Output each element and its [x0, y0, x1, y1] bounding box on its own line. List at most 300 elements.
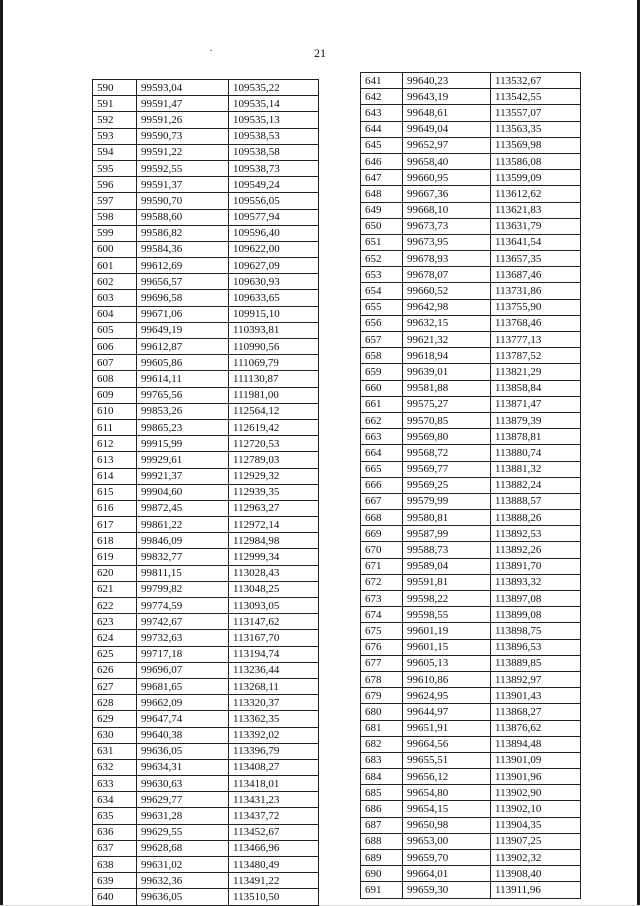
- y-coordinate-cell: 109596,40: [229, 225, 319, 241]
- table-row: [361, 348, 581, 364]
- point-number-cell: 610: [93, 403, 137, 419]
- x-coordinate-cell: 99601,15: [403, 639, 491, 655]
- point-number-cell: 657: [361, 332, 403, 348]
- point-number-cell: 667: [361, 493, 403, 509]
- table-row: [361, 445, 581, 461]
- y-coordinate-cell: 113731,86: [491, 283, 581, 299]
- x-coordinate-cell: 99696,07: [137, 662, 229, 678]
- point-number-cell: 628: [93, 695, 137, 711]
- table-row: [361, 251, 581, 267]
- table-row: [93, 96, 319, 112]
- y-coordinate-cell: 109630,93: [229, 274, 319, 290]
- table-row: [361, 412, 581, 428]
- x-coordinate-cell: 99717,18: [137, 646, 229, 662]
- y-coordinate-cell: 109538,53: [229, 128, 319, 144]
- y-coordinate-cell: 113901,96: [491, 769, 581, 785]
- table-row: [361, 396, 581, 412]
- point-number-cell: 673: [361, 591, 403, 607]
- y-coordinate-cell: 113236,44: [229, 662, 319, 678]
- point-number-cell: 634: [93, 792, 137, 808]
- x-coordinate-cell: 99742,67: [137, 614, 229, 630]
- y-coordinate-cell: 113320,37: [229, 695, 319, 711]
- x-coordinate-cell: 99643,19: [403, 89, 491, 105]
- point-number-cell: 627: [93, 678, 137, 694]
- y-coordinate-cell: 113542,55: [491, 89, 581, 105]
- point-number-cell: 651: [361, 234, 403, 250]
- y-coordinate-cell: 112619,42: [229, 419, 319, 435]
- y-coordinate-cell: 113907,25: [491, 833, 581, 849]
- y-coordinate-cell: 113878,81: [491, 429, 581, 445]
- point-number-cell: 672: [361, 574, 403, 590]
- y-coordinate-cell: 113586,08: [491, 153, 581, 169]
- x-coordinate-cell: 99610,86: [403, 671, 491, 687]
- table-row: [93, 598, 319, 614]
- x-coordinate-cell: 99668,10: [403, 202, 491, 218]
- y-coordinate-cell: 109622,00: [229, 241, 319, 257]
- y-coordinate-cell: 113893,32: [491, 574, 581, 590]
- table-row: [361, 299, 581, 315]
- point-number-cell: 689: [361, 850, 403, 866]
- table-row: [361, 607, 581, 623]
- y-coordinate-cell: 113631,79: [491, 218, 581, 234]
- table-row: [361, 542, 581, 558]
- y-coordinate-cell: 113891,70: [491, 558, 581, 574]
- table-row: [361, 704, 581, 720]
- y-coordinate-cell: 112999,34: [229, 549, 319, 565]
- x-coordinate-cell: 99659,30: [403, 882, 491, 898]
- x-coordinate-cell: 99640,38: [137, 727, 229, 743]
- x-coordinate-cell: 99765,56: [137, 387, 229, 403]
- x-coordinate-cell: 99649,19: [137, 322, 229, 338]
- y-coordinate-cell: 109538,73: [229, 160, 319, 176]
- table-row: [93, 468, 319, 484]
- x-coordinate-cell: 99631,28: [137, 808, 229, 824]
- table-row: [93, 371, 319, 387]
- point-number-cell: 671: [361, 558, 403, 574]
- point-number-cell: 662: [361, 412, 403, 428]
- table-row: [93, 873, 319, 889]
- table-row: [361, 882, 581, 898]
- x-coordinate-cell: 99590,73: [137, 128, 229, 144]
- x-coordinate-cell: 99660,95: [403, 170, 491, 186]
- x-coordinate-cell: 99591,47: [137, 96, 229, 112]
- x-coordinate-cell: 99588,73: [403, 542, 491, 558]
- x-coordinate-cell: 99846,09: [137, 533, 229, 549]
- x-coordinate-cell: 99673,73: [403, 218, 491, 234]
- table-row: [93, 776, 319, 792]
- table-row: [361, 170, 581, 186]
- point-number-cell: 601: [93, 258, 137, 274]
- table-row: [361, 105, 581, 121]
- point-number-cell: 624: [93, 630, 137, 646]
- y-coordinate-cell: 112720,53: [229, 436, 319, 452]
- point-number-cell: 597: [93, 193, 137, 209]
- point-number-cell: 593: [93, 128, 137, 144]
- point-number-cell: 674: [361, 607, 403, 623]
- point-number-cell: 665: [361, 461, 403, 477]
- y-coordinate-cell: 110393,81: [229, 322, 319, 338]
- x-coordinate-cell: 99590,70: [137, 193, 229, 209]
- point-number-cell: 681: [361, 720, 403, 736]
- point-number-cell: 626: [93, 662, 137, 678]
- point-number-cell: 640: [93, 889, 137, 905]
- x-coordinate-cell: 99667,36: [403, 186, 491, 202]
- y-coordinate-cell: 113532,67: [491, 73, 581, 89]
- x-coordinate-cell: 99832,77: [137, 549, 229, 565]
- x-coordinate-cell: 99601,19: [403, 623, 491, 639]
- x-coordinate-cell: 99579,99: [403, 493, 491, 509]
- y-coordinate-cell: 113028,43: [229, 565, 319, 581]
- y-coordinate-cell: 113787,52: [491, 348, 581, 364]
- x-coordinate-cell: 99580,81: [403, 510, 491, 526]
- point-number-cell: 604: [93, 306, 137, 322]
- point-number-cell: 647: [361, 170, 403, 186]
- y-coordinate-cell: 113902,10: [491, 801, 581, 817]
- point-number-cell: 676: [361, 639, 403, 655]
- table-row: [93, 517, 319, 533]
- y-coordinate-cell: 112929,32: [229, 468, 319, 484]
- x-coordinate-cell: 99662,09: [137, 695, 229, 711]
- y-coordinate-cell: 113880,74: [491, 445, 581, 461]
- point-number-cell: 598: [93, 209, 137, 225]
- point-number-cell: 658: [361, 348, 403, 364]
- point-number-cell: 686: [361, 801, 403, 817]
- y-coordinate-cell: 113768,46: [491, 315, 581, 331]
- page-number: 21: [314, 46, 326, 60]
- x-coordinate-cell: 99811,15: [137, 565, 229, 581]
- point-number-cell: 684: [361, 769, 403, 785]
- point-number-cell: 641: [361, 73, 403, 89]
- x-coordinate-cell: 99612,69: [137, 258, 229, 274]
- x-coordinate-cell: 99678,07: [403, 267, 491, 283]
- x-coordinate-cell: 99612,87: [137, 339, 229, 355]
- x-coordinate-cell: 99861,22: [137, 517, 229, 533]
- point-number-cell: 637: [93, 840, 137, 856]
- x-coordinate-cell: 99591,22: [137, 144, 229, 160]
- x-coordinate-cell: 99664,56: [403, 736, 491, 752]
- y-coordinate-cell: 113408,27: [229, 759, 319, 775]
- x-coordinate-cell: 99587,99: [403, 526, 491, 542]
- point-number-cell: 594: [93, 144, 137, 160]
- point-number-cell: 682: [361, 736, 403, 752]
- table-row: [93, 128, 319, 144]
- point-number-cell: 616: [93, 500, 137, 516]
- point-number-cell: 611: [93, 419, 137, 435]
- point-number-cell: 677: [361, 655, 403, 671]
- point-number-cell: 625: [93, 646, 137, 662]
- table-row: [361, 202, 581, 218]
- table-row: [361, 671, 581, 687]
- table-row: [93, 792, 319, 808]
- x-coordinate-cell: 99656,12: [403, 769, 491, 785]
- y-coordinate-cell: 109633,65: [229, 290, 319, 306]
- coordinates-table-right-body: [361, 73, 581, 899]
- x-coordinate-cell: 99632,15: [403, 315, 491, 331]
- table-row: [361, 332, 581, 348]
- point-number-cell: 613: [93, 452, 137, 468]
- point-number-cell: 678: [361, 671, 403, 687]
- x-coordinate-cell: 99653,00: [403, 833, 491, 849]
- x-coordinate-cell: 99570,85: [403, 412, 491, 428]
- x-coordinate-cell: 99621,32: [403, 332, 491, 348]
- x-coordinate-cell: 99853,26: [137, 403, 229, 419]
- table-row: [361, 283, 581, 299]
- table-row: [93, 630, 319, 646]
- table-row: [361, 591, 581, 607]
- x-coordinate-cell: 99591,37: [137, 177, 229, 193]
- y-coordinate-cell: 113901,09: [491, 752, 581, 768]
- point-number-cell: 592: [93, 112, 137, 128]
- point-number-cell: 650: [361, 218, 403, 234]
- y-coordinate-cell: 112963,27: [229, 500, 319, 516]
- table-row: [93, 824, 319, 840]
- x-coordinate-cell: 99865,23: [137, 419, 229, 435]
- table-row: [361, 785, 581, 801]
- x-coordinate-cell: 99656,57: [137, 274, 229, 290]
- x-coordinate-cell: 99671,06: [137, 306, 229, 322]
- point-number-cell: 605: [93, 322, 137, 338]
- point-number-cell: 636: [93, 824, 137, 840]
- y-coordinate-cell: 113868,27: [491, 704, 581, 720]
- point-number-cell: 659: [361, 364, 403, 380]
- point-number-cell: 690: [361, 866, 403, 882]
- y-coordinate-cell: 113892,26: [491, 542, 581, 558]
- y-coordinate-cell: 113894,48: [491, 736, 581, 752]
- y-coordinate-cell: 109577,94: [229, 209, 319, 225]
- table-row: [93, 274, 319, 290]
- table-row: [93, 678, 319, 694]
- table-row: [361, 234, 581, 250]
- table-row: [93, 355, 319, 371]
- y-coordinate-cell: 113821,29: [491, 364, 581, 380]
- table-row: [93, 258, 319, 274]
- y-coordinate-cell: 113621,83: [491, 202, 581, 218]
- point-number-cell: 675: [361, 623, 403, 639]
- y-coordinate-cell: 109538,58: [229, 144, 319, 160]
- point-number-cell: 679: [361, 688, 403, 704]
- x-coordinate-cell: 99648,61: [403, 105, 491, 121]
- point-number-cell: 687: [361, 817, 403, 833]
- table-row: [93, 614, 319, 630]
- x-coordinate-cell: 99569,80: [403, 429, 491, 445]
- x-coordinate-cell: 99589,04: [403, 558, 491, 574]
- x-coordinate-cell: 99634,31: [137, 759, 229, 775]
- x-coordinate-cell: 99639,01: [403, 364, 491, 380]
- point-number-cell: 680: [361, 704, 403, 720]
- table-row: [361, 477, 581, 493]
- point-number-cell: 620: [93, 565, 137, 581]
- y-coordinate-cell: 113147,62: [229, 614, 319, 630]
- point-number-cell: 629: [93, 711, 137, 727]
- point-number-cell: 654: [361, 283, 403, 299]
- table-row: [361, 623, 581, 639]
- table-row: [361, 817, 581, 833]
- x-coordinate-cell: 99581,88: [403, 380, 491, 396]
- y-coordinate-cell: 109535,22: [229, 80, 319, 96]
- table-row: [93, 500, 319, 516]
- x-coordinate-cell: 99644,97: [403, 704, 491, 720]
- point-number-cell: 631: [93, 743, 137, 759]
- y-coordinate-cell: 113882,24: [491, 477, 581, 493]
- table-row: [361, 429, 581, 445]
- point-number-cell: 649: [361, 202, 403, 218]
- point-number-cell: 615: [93, 484, 137, 500]
- point-number-cell: 621: [93, 581, 137, 597]
- table-row: [93, 759, 319, 775]
- point-number-cell: 644: [361, 121, 403, 137]
- coordinates-table-right: [360, 72, 581, 899]
- point-number-cell: 618: [93, 533, 137, 549]
- table-row: [361, 752, 581, 768]
- point-number-cell: 632: [93, 759, 137, 775]
- x-coordinate-cell: 99628,68: [137, 840, 229, 856]
- y-coordinate-cell: 109627,09: [229, 258, 319, 274]
- table-row: [93, 581, 319, 597]
- y-coordinate-cell: 113897,08: [491, 591, 581, 607]
- table-row: [93, 840, 319, 856]
- y-coordinate-cell: 113194,74: [229, 646, 319, 662]
- table-row: [93, 695, 319, 711]
- y-coordinate-cell: 113902,32: [491, 850, 581, 866]
- table-row: [93, 160, 319, 176]
- table-row: [361, 493, 581, 509]
- x-coordinate-cell: 99654,80: [403, 785, 491, 801]
- table-row: [93, 80, 319, 96]
- y-coordinate-cell: 113491,22: [229, 873, 319, 889]
- x-coordinate-cell: 99629,77: [137, 792, 229, 808]
- y-coordinate-cell: 111981,00: [229, 387, 319, 403]
- table-row: [361, 736, 581, 752]
- point-number-cell: 646: [361, 153, 403, 169]
- point-number-cell: 619: [93, 549, 137, 565]
- point-number-cell: 683: [361, 752, 403, 768]
- table-row: [93, 549, 319, 565]
- table-row: [361, 866, 581, 882]
- table-row: [361, 218, 581, 234]
- x-coordinate-cell: 99872,45: [137, 500, 229, 516]
- table-row: [361, 89, 581, 105]
- table-row: [361, 121, 581, 137]
- y-coordinate-cell: 113563,35: [491, 121, 581, 137]
- y-coordinate-cell: 109535,14: [229, 96, 319, 112]
- x-coordinate-cell: 99586,82: [137, 225, 229, 241]
- x-coordinate-cell: 99774,59: [137, 598, 229, 614]
- y-coordinate-cell: 113777,13: [491, 332, 581, 348]
- point-number-cell: 645: [361, 137, 403, 153]
- point-number-cell: 639: [93, 873, 137, 889]
- point-number-cell: 595: [93, 160, 137, 176]
- x-coordinate-cell: 99642,98: [403, 299, 491, 315]
- point-number-cell: 666: [361, 477, 403, 493]
- table-row: [361, 137, 581, 153]
- coordinates-table-left-body: [93, 80, 319, 906]
- point-number-cell: 638: [93, 857, 137, 873]
- x-coordinate-cell: 99630,63: [137, 776, 229, 792]
- scan-border-left: [0, 0, 3, 905]
- x-coordinate-cell: 99652,97: [403, 137, 491, 153]
- point-number-cell: 660: [361, 380, 403, 396]
- y-coordinate-cell: 113167,70: [229, 630, 319, 646]
- y-coordinate-cell: 113889,85: [491, 655, 581, 671]
- x-coordinate-cell: 99591,81: [403, 574, 491, 590]
- table-row: [361, 688, 581, 704]
- point-number-cell: 655: [361, 299, 403, 315]
- x-coordinate-cell: 99650,98: [403, 817, 491, 833]
- table-row: [93, 225, 319, 241]
- y-coordinate-cell: 110990,56: [229, 339, 319, 355]
- x-coordinate-cell: 99592,55: [137, 160, 229, 176]
- x-coordinate-cell: 99632,36: [137, 873, 229, 889]
- y-coordinate-cell: 113888,26: [491, 510, 581, 526]
- point-number-cell: 617: [93, 517, 137, 533]
- table-row: [93, 452, 319, 468]
- table-row: [93, 339, 319, 355]
- x-coordinate-cell: 99647,74: [137, 711, 229, 727]
- table-row: [361, 153, 581, 169]
- y-coordinate-cell: 113902,90: [491, 785, 581, 801]
- table-row: [93, 711, 319, 727]
- y-coordinate-cell: 113892,97: [491, 671, 581, 687]
- table-row: [93, 193, 319, 209]
- x-coordinate-cell: 99614,11: [137, 371, 229, 387]
- table-row: [361, 574, 581, 590]
- y-coordinate-cell: 109535,13: [229, 112, 319, 128]
- table-row: [361, 461, 581, 477]
- table-row: [361, 801, 581, 817]
- x-coordinate-cell: 99636,05: [137, 889, 229, 905]
- y-coordinate-cell: 113641,54: [491, 234, 581, 250]
- table-row: [93, 387, 319, 403]
- y-coordinate-cell: 113612,62: [491, 186, 581, 202]
- y-coordinate-cell: 113392,02: [229, 727, 319, 743]
- x-coordinate-cell: 99929,61: [137, 452, 229, 468]
- table-row: [361, 364, 581, 380]
- y-coordinate-cell: 111130,87: [229, 371, 319, 387]
- y-coordinate-cell: 113896,53: [491, 639, 581, 655]
- table-row: [93, 322, 319, 338]
- point-number-cell: 664: [361, 445, 403, 461]
- point-number-cell: 591: [93, 96, 137, 112]
- table-row: [93, 290, 319, 306]
- x-coordinate-cell: 99598,55: [403, 607, 491, 623]
- x-coordinate-cell: 99591,26: [137, 112, 229, 128]
- table-row: [93, 533, 319, 549]
- point-number-cell: 691: [361, 882, 403, 898]
- point-number-cell: 606: [93, 339, 137, 355]
- table-row: [361, 558, 581, 574]
- x-coordinate-cell: 99631,02: [137, 857, 229, 873]
- table-row: [93, 662, 319, 678]
- y-coordinate-cell: 113418,01: [229, 776, 319, 792]
- y-coordinate-cell: 112939,35: [229, 484, 319, 500]
- y-coordinate-cell: 113396,79: [229, 743, 319, 759]
- y-coordinate-cell: 113657,35: [491, 251, 581, 267]
- y-coordinate-cell: 113599,09: [491, 170, 581, 186]
- y-coordinate-cell: 113898,75: [491, 623, 581, 639]
- point-number-cell: 590: [93, 80, 137, 96]
- y-coordinate-cell: 113480,49: [229, 857, 319, 873]
- point-number-cell: 643: [361, 105, 403, 121]
- table-row: [93, 403, 319, 419]
- point-number-cell: 603: [93, 290, 137, 306]
- x-coordinate-cell: 99575,27: [403, 396, 491, 412]
- x-coordinate-cell: 99569,77: [403, 461, 491, 477]
- y-coordinate-cell: 112564,12: [229, 403, 319, 419]
- point-number-cell: 622: [93, 598, 137, 614]
- y-coordinate-cell: 113510,50: [229, 889, 319, 905]
- table-row: [361, 526, 581, 542]
- y-coordinate-cell: 112789,03: [229, 452, 319, 468]
